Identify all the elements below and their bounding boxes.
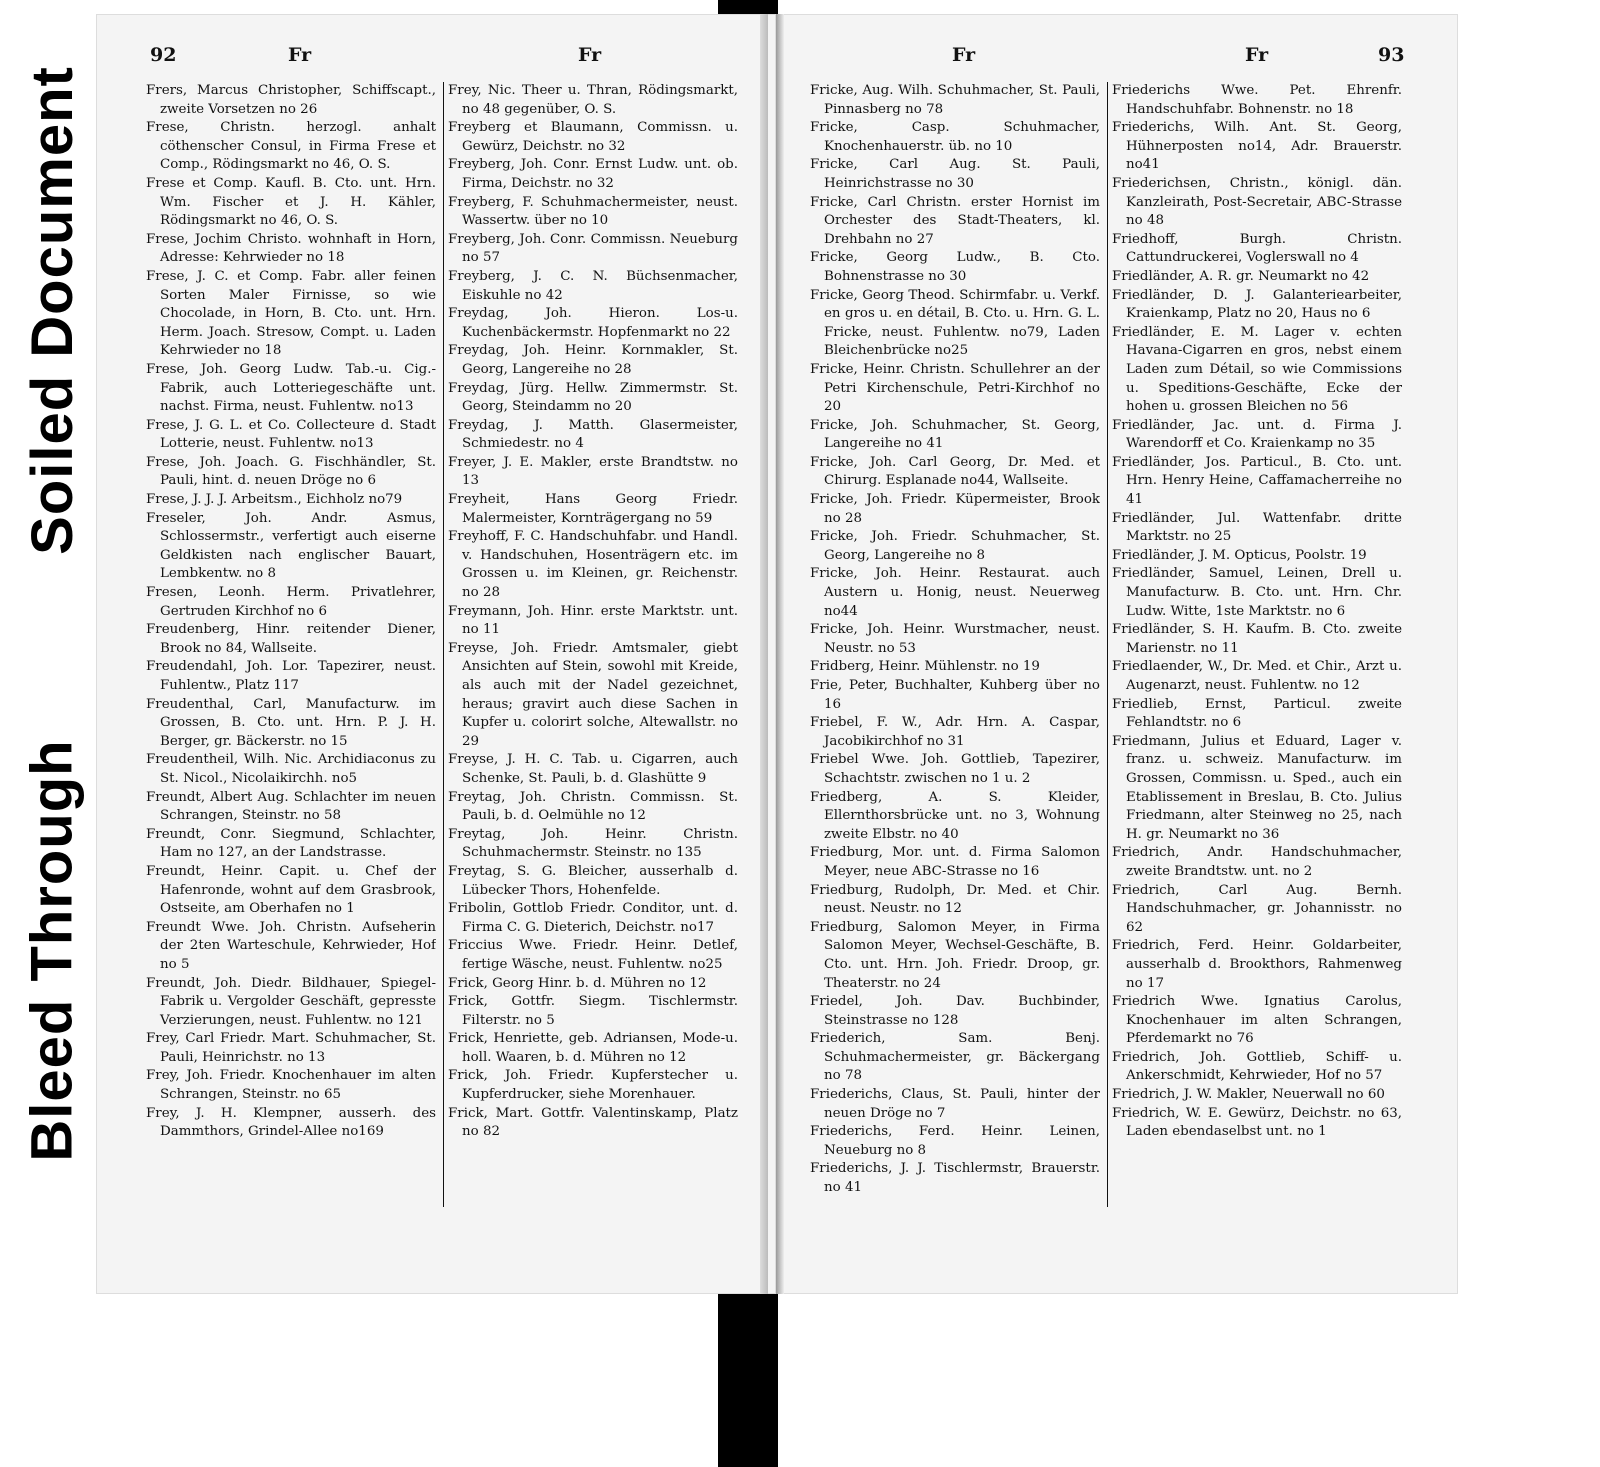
- directory-entry: Freudenthal, Carl, Manufacturw. im Grossen, B. Cto. unt. Hrn. P. J. H. Berger, gr. Bäckerstr. no 15: [146, 696, 436, 749]
- directory-entry: Freytag, S. G. Bleicher, ausserhalb d. Lübecker Thors, Hohenfelde.: [448, 863, 738, 898]
- directory-entry: Fricke, Heinr. Christn. Schullehrer an der Petri Kirchenschule, Petri-Kirchhof no 20: [810, 361, 1100, 415]
- directory-entry: Frese, Christn. herzogl. anhalt cöthenscher Consul, in Firma Frese et Comp., Rödingsmarkt no 46, O. S.: [146, 120, 436, 173]
- directory-entry: Friebel, F. W., Adr. Hrn. A. Caspar, Jacobikirchhof no 31: [810, 715, 1100, 749]
- directory-entry: Freundt, Conr. Siegmund, Schlachter, Ham no 127, an der Landstrasse.: [146, 826, 436, 861]
- directory-entry: Freudendahl, Joh. Lor. Tapezirer, neust. Fuhlentw., Platz 117: [146, 659, 436, 693]
- directory-entry: Freyberg, F. Schuhmachermeister, neust. Wassertw. über no 10: [448, 194, 738, 229]
- directory-entry: Fresen, Leonh. Herm. Privatlehrer, Gertruden Kirchhof no 6: [146, 585, 436, 619]
- directory-entry: Frey, J. H. Klempner, ausserh. des Dammthors, Grindel-Allee no169: [146, 1105, 436, 1140]
- directory-entry: Friedlieb, Ernst, Particul. zweite Fehlandtstr. no 6: [1112, 696, 1402, 731]
- directory-entry: Friedländer, S. H. Kaufm. B. Cto. zweite Marienstr. no 11: [1112, 622, 1402, 656]
- directory-entry: Friedländer, Jul. Wattenfabr. dritte Marktstr. no 25: [1112, 510, 1402, 545]
- directory-entry: Fribolin, Gottlob Friedr. Conditor, unt. d. Firma C. G. Dieterich, Deichstr. no17: [448, 901, 738, 935]
- directory-entry: Fricke, Aug. Wilh. Schuhmacher, St. Pauli, Pinnasberg no 78: [810, 83, 1100, 117]
- directory-entry: Freyhoff, F. C. Handschuhfabr. und Handl. v. Handschuhen, Hosenträgern etc. im Grossen u. im Kleinen, gr. Reichenstr. no 28: [448, 529, 738, 601]
- directory-entry: Friedburg, Mor. unt. d. Firma Salomon Meyer, neue ABC-Strasse no 16: [810, 845, 1100, 879]
- directory-entry: Friedrich, Carl Aug. Bernh. Handschuhmacher, gr. Johannisstr. no 62: [1112, 882, 1402, 935]
- left-page-column-2: [448, 82, 738, 1212]
- directory-entry: Fricke, Georg Theod. Schirmfabr. u. Verkf. en gros u. en détail, B. Cto. u. Hrn. G. L. Fricke, neust. Fuhlentw. no79, Laden Bleichenbrücke no25: [810, 287, 1100, 359]
- directory-entry: Fricke, Joh. Friedr. Küpermeister, Brook no 28: [810, 492, 1100, 526]
- directory-entry: Fricke, Joh. Heinr. Restaurat. auch Austern u. Honig, neust. Neuerweg no44: [810, 566, 1100, 619]
- directory-entry: Friedländer, J. M. Opticus, Poolstr. 19: [1112, 547, 1367, 563]
- directory-entry: Frey, Carl Friedr. Mart. Schuhmacher, St. Pauli, Heinrichstr. no 13: [146, 1031, 436, 1065]
- directory-entry: Freudentheil, Wilh. Nic. Archidiaconus zu St. Nicol., Nicolaikirchh. no5: [146, 752, 436, 786]
- directory-entry: Friederichsen, Christn., königl. dän. Kanzleirath, Post-Secretair, ABC-Strasse no 48: [1112, 175, 1402, 229]
- directory-entry: Friedländer, E. M. Lager v. echten Havana-Cigarren en gros, nebst einem Laden zum Détail, so wie Commissions u. Speditions-Geschäfte, Ecke der hohen u. grossen Bleichen no 56: [1112, 324, 1402, 415]
- directory-entry: Friederichs, Claus, St. Pauli, hinter der neuen Dröge no 7: [810, 1087, 1100, 1121]
- directory-entry: Friedrich, Andr. Handschuhmacher, zweite Brandtstw. unt. no 2: [1112, 845, 1402, 879]
- directory-entry: Frick, Joh. Friedr. Kupferstecher u. Kupferdrucker, siehe Morenhauer.: [448, 1068, 738, 1103]
- directory-entry: Fricke, Joh. Carl Georg, Dr. Med. et Chirurg. Esplanade no44, Wallseite.: [810, 454, 1100, 489]
- left-page-number: 92: [150, 44, 177, 66]
- directory-entry: Frey, Joh. Friedr. Knochenhauer im alten Schrangen, Steinstr. no 65: [146, 1068, 436, 1103]
- directory-entry: Freyberg, J. C. N. Büchsenmacher, Eiskuhle no 42: [448, 268, 738, 303]
- directory-entry: Freytag, Joh. Heinr. Christn. Schuhmachermstr. Steinstr. no 135: [448, 826, 738, 861]
- directory-entry: Friederichs, J. J. Tischlermstr, Brauerstr. no 41: [810, 1161, 1100, 1196]
- soiled-document-label: Soiled Document: [19, 65, 85, 555]
- directory-entry: Friederichs Wwe. Pet. Ehrenfr. Handschuhfabr. Bohnenstr. no 18: [1112, 83, 1402, 117]
- directory-entry: Freydag, J. Matth. Glasermeister, Schmiedestr. no 4: [448, 417, 738, 452]
- right-page-column-2: [1112, 82, 1402, 1212]
- directory-entry: Friccius Wwe. Friedr. Heinr. Detlef, fertige Wäsche, neust. Fuhlentw. no25: [448, 938, 738, 972]
- directory-entry: Freyberg et Blaumann, Commissn. u. Gewürz, Deichstr. no 32: [448, 120, 738, 154]
- directory-entry: Friedländer, Jac. unt. d. Firma J. Warendorff et Co. Kraienkamp no 35: [1112, 417, 1402, 452]
- binding-strip-bottom: [718, 1292, 778, 1467]
- directory-entry: Fricke, Joh. Friedr. Schuhmacher, St. Georg, Langereihe no 8: [810, 529, 1100, 563]
- directory-entry: Freytag, Joh. Christn. Commissn. St. Pauli, b. d. Oelmühle no 12: [448, 789, 738, 824]
- directory-entry: Frese, Joh. Joach. G. Fischhändler, St. Pauli, hint. d. neuen Dröge no 6: [146, 454, 436, 489]
- directory-entry: Friedburg, Rudolph, Dr. Med. et Chir. neust. Neustr. no 12: [810, 882, 1100, 917]
- directory-entry: Friederichs, Wilh. Ant. St. Georg, Hühnerposten no14, Adr. Brauerstr. no41: [1112, 120, 1402, 173]
- directory-entry: Frick, Mart. Gottfr. Valentinskamp, Platz no 82: [448, 1105, 738, 1140]
- directory-entry: Friedländer, Samuel, Leinen, Drell u. Manufacturw. B. Cto. unt. Hrn. Chr. Ludw. Witte, 1ste Marktstr. no 6: [1112, 566, 1402, 619]
- directory-entry: Freyse, J. H. C. Tab. u. Cigarren, auch Schenke, St. Pauli, b. d. Glashütte 9: [448, 752, 738, 786]
- directory-entry: Freseler, Joh. Andr. Asmus, Schlossermstr., verfertigt auch eiserne Geldkisten nach englischer Bauart, Lembkentw. no 8: [146, 510, 436, 582]
- right-page-column-1: [810, 82, 1100, 1212]
- directory-entry: Frick, Henriette, geb. Adriansen, Mode-u. holl. Waaren, b. d. Mühren no 12: [448, 1031, 738, 1065]
- directory-entry: Friedrich Wwe. Ignatius Carolus, Knochenhauer im alten Schrangen, Pferdemarkt no 76: [1112, 994, 1402, 1047]
- directory-entry: Freundt, Joh. Diedr. Bildhauer, Spiegel-Fabrik u. Vergolder Geschäft, gepresste Verzierungen, neust. Fuhlentw. no 121: [146, 975, 436, 1028]
- directory-entry: Frick, Gottfr. Siegm. Tischlermstr. Filterstr. no 5: [448, 994, 738, 1028]
- left-page-header-left: Fr: [288, 44, 312, 66]
- right-page-edge: [776, 14, 784, 1294]
- directory-entry: Friederich, Sam. Benj. Schuhmachermeister, gr. Bäckergang no 78: [810, 1031, 1100, 1084]
- directory-entry: Freydag, Joh. Hieron. Los-u. Kuchenbäckermstr. Hopfenmarkt no 22: [448, 306, 738, 340]
- directory-entry: Frese, J. C. et Comp. Fabr. aller feinen Sorten Maler Firnisse, so wie Chocolade, in Horn, B. Cto. unt. Hrn. Herm. Joach. Stresow, Compt. u. Laden Kehrwieder no 18: [146, 268, 436, 359]
- directory-entry: Frick, Georg Hinr. b. d. Mühren no 12: [448, 975, 707, 991]
- directory-entry: Friedländer, Jos. Particul., B. Cto. unt. Hrn. Henry Heine, Caffamacherreihe no 41: [1112, 454, 1402, 508]
- directory-entry: Friedhoff, Burgh. Christn. Cattundruckerei, Voglerswall no 4: [1112, 231, 1402, 266]
- directory-entry: Fricke, Carl Christn. erster Hornist im Orchester des Stadt-Theaters, kl. Drehbahn no 27: [810, 194, 1100, 247]
- directory-entry: Frey, Nic. Theer u. Thran, Rödingsmarkt, no 48 gegenüber, O. S.: [448, 83, 738, 117]
- directory-entry: Fricke, Joh. Schuhmacher, St. Georg, Langereihe no 41: [810, 417, 1100, 452]
- directory-entry: Fricke, Carl Aug. St. Pauli, Heinrichstrasse no 30: [810, 157, 1100, 191]
- directory-entry: Freyberg, Joh. Conr. Commissn. Neueburg no 57: [448, 231, 738, 266]
- directory-entry: Freymann, Joh. Hinr. erste Marktstr. unt. no 11: [448, 603, 738, 638]
- directory-entry: Frese, J. J. J. Arbeitsm., Eichholz no79: [146, 492, 403, 508]
- directory-entry: Friedrich, Joh. Gottlieb, Schiff- u. Ankerschmidt, Kehrwieder, Hof no 57: [1112, 1049, 1402, 1084]
- bleed-through-label: Bleed Through: [19, 738, 85, 1162]
- directory-entry: Friedel, Joh. Dav. Buchbinder, Steinstrasse no 128: [810, 994, 1100, 1028]
- directory-entry: Frese, Joh. Georg Ludw. Tab.-u. Cig.-Fabrik, auch Lotteriegeschäfte unt. nachst. Firma, neust. Fuhlentw. no13: [146, 361, 436, 415]
- directory-entry: Frese, Jochim Christo. wohnhaft in Horn, Adresse: Kehrwieder no 18: [146, 231, 436, 266]
- directory-entry: Friedrich, W. E. Gewürz, Deichstr. no 63, Laden ebendaselbst unt. no 1: [1112, 1105, 1402, 1140]
- directory-entry: Freyer, J. E. Makler, erste Brandtstw. no 13: [448, 454, 738, 489]
- directory-entry: Freydag, Joh. Heinr. Kornmakler, St. Georg, Langereihe no 28: [448, 343, 738, 377]
- directory-entry: Fricke, Joh. Heinr. Wurstmacher, neust. Neustr. no 53: [810, 622, 1100, 656]
- directory-entry: Friedlaender, W., Dr. Med. et Chir., Arzt u. Augenarzt, neust. Fuhlentw. no 12: [1112, 659, 1402, 693]
- directory-entry: Freundt, Heinr. Capit. u. Chef der Hafenronde, wohnt auf dem Grasbrook, Ostseite, am Oberhafen no 1: [146, 863, 436, 917]
- directory-entry: Freudenberg, Hinr. reitender Diener, Brook no 84, Wallseite.: [146, 622, 436, 656]
- right-page-header-left: Fr: [952, 44, 976, 66]
- directory-entry: Freyheit, Hans Georg Friedr. Malermeister, Kornträgergang no 59: [448, 492, 738, 526]
- right-page-column-rule: [1107, 82, 1108, 1207]
- directory-entry: Friedmann, Julius et Eduard, Lager v. franz. u. schweiz. Manufacturw. im Grossen, Commissn. u. Sped., auch ein Etablissement in Breslau, B. Cto. Julius Friedmann, alter Steinweg no 25, nach H. gr. Neumarkt no 36: [1112, 733, 1402, 842]
- directory-entry: Friedländer, D. J. Galanteriearbeiter, Kraienkamp, Platz no 20, Haus no 6: [1112, 287, 1402, 322]
- directory-entry: Freydag, Jürg. Hellw. Zimmermstr. St. Georg, Steindamm no 20: [448, 380, 738, 415]
- directory-entry: Fricke, Georg Ludw., B. Cto. Bohnenstrasse no 30: [810, 250, 1100, 284]
- left-page-edge: [760, 14, 768, 1294]
- directory-entry: Freundt Wwe. Joh. Christn. Aufseherin der 2ten Warteschule, Kehrwieder, Hof no 5: [146, 919, 436, 972]
- directory-entry: Friedburg, Salomon Meyer, in Firma Salomon Meyer, Wechsel-Geschäfte, B. Cto. unt. Hrn. Joh. Friedr. Droop, gr. Theaterstr. no 24: [810, 919, 1100, 991]
- right-page-header-right: Fr: [1245, 44, 1269, 66]
- directory-entry: Freyberg, Joh. Conr. Ernst Ludw. unt. ob. Firma, Deichstr. no 32: [448, 157, 738, 191]
- directory-entry: Freundt, Albert Aug. Schlachter im neuen Schrangen, Steinstr. no 58: [146, 789, 436, 824]
- left-page-header-right: Fr: [578, 44, 602, 66]
- right-page-number: 93: [1378, 44, 1405, 66]
- directory-entry: Friebel Wwe. Joh. Gottlieb, Tapezirer, Schachtstr. zwischen no 1 u. 2: [810, 752, 1100, 786]
- directory-entry: Friedrich, Ferd. Heinr. Goldarbeiter, ausserhalb d. Brookthors, Rahmenweg no 17: [1112, 938, 1402, 991]
- directory-entry: Friedberg, A. S. Kleider, Ellernthorsbrücke unt. no 3, Wohnung zweite Elbstr. no 40: [810, 789, 1100, 842]
- directory-entry: Frers, Marcus Christopher, Schiffscapt., zweite Vorsetzen no 26: [146, 83, 436, 117]
- directory-entry: Fricke, Casp. Schuhmacher, Knochenhauerstr. üb. no 10: [810, 120, 1100, 154]
- directory-entry: Frese, J. G. L. et Co. Collecteure d. Stadt Lotterie, neust. Fuhlentw. no13: [146, 417, 436, 452]
- directory-entry: Friederichs, Ferd. Heinr. Leinen, Neueburg no 8: [810, 1124, 1100, 1158]
- directory-entry: Friedrich, J. W. Makler, Neuerwall no 60: [1112, 1087, 1385, 1103]
- directory-entry: Frese et Comp. Kaufl. B. Cto. unt. Hrn. Wm. Fischer et J. H. Kähler, Rödingsmarkt no 46, O. S.: [146, 175, 436, 229]
- directory-entry: Fridberg, Heinr. Mühlenstr. no 19: [810, 659, 1040, 675]
- directory-entry: Freyse, Joh. Friedr. Amtsmaler, giebt Ansichten auf Stein, sowohl mit Kreide, als auch mit der Nadel gezeichnet, heraus; gravirt auch diese Sachen in Kupfer u. colorirt solche, Altewallstr. no 29: [448, 640, 738, 749]
- directory-entry: Frie, Peter, Buchhalter, Kuhberg über no 16: [810, 678, 1100, 712]
- left-page-column-1: [146, 82, 436, 1212]
- left-page-column-rule: [443, 82, 444, 1207]
- directory-entry: Friedländer, A. R. gr. Neumarkt no 42: [1112, 268, 1370, 284]
